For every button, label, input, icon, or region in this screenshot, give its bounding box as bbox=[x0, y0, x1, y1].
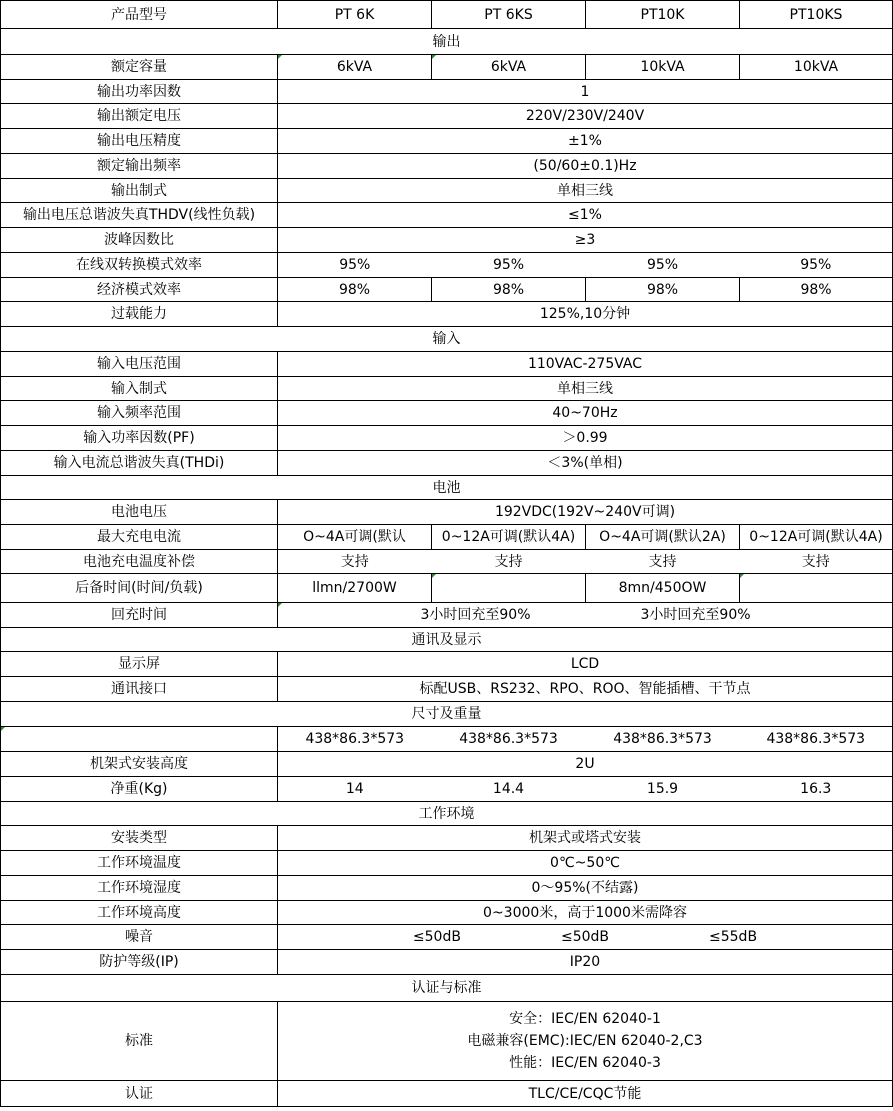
cell: 支持 bbox=[740, 550, 893, 574]
cell: 438*86.3*573 bbox=[740, 727, 893, 752]
row-label: 噪音 bbox=[1, 925, 278, 950]
row-label: 回充时间 bbox=[1, 603, 278, 628]
row-label: 机架式安装高度 bbox=[1, 752, 278, 777]
row-label: 标准 bbox=[1, 1002, 278, 1081]
model-4: PT10KS bbox=[740, 1, 893, 29]
row-label: 输出电压总谐波失真THDV(线性负载) bbox=[1, 203, 278, 228]
section-battery: 电池 bbox=[1, 476, 893, 500]
row-input-system bbox=[1, 377, 893, 401]
row-label: 显示屏 bbox=[1, 652, 278, 677]
cell: llmn/2700W bbox=[278, 574, 432, 603]
header-label: 产品型号 bbox=[1, 1, 278, 29]
row-label: 输出功率因数 bbox=[1, 80, 278, 104]
cell: 6kVA bbox=[278, 55, 432, 80]
row-label: 工作环境高度 bbox=[1, 901, 278, 925]
cell: 单相三线 bbox=[278, 377, 893, 401]
cell: 95% bbox=[278, 253, 432, 278]
row-overload bbox=[1, 302, 893, 327]
cell: 95% bbox=[740, 253, 893, 278]
model-3: PT10K bbox=[586, 1, 740, 29]
row-label bbox=[1, 727, 278, 752]
row-dimensions bbox=[1, 727, 893, 752]
cell bbox=[740, 574, 893, 603]
cell: 8mn/450OW bbox=[586, 574, 740, 603]
cell: ±1% bbox=[278, 129, 893, 154]
cell: 98% bbox=[432, 278, 586, 302]
row-input-thdi bbox=[1, 451, 893, 476]
cell: 14.4 bbox=[432, 777, 586, 802]
model-1: PT 6K bbox=[278, 1, 432, 29]
row-label: 输入制式 bbox=[1, 377, 278, 401]
row-crest bbox=[1, 228, 893, 253]
cell bbox=[278, 925, 893, 950]
row-output-thdv bbox=[1, 203, 893, 228]
row-temp-comp bbox=[1, 550, 893, 574]
noise-values bbox=[278, 928, 892, 946]
cell: 98% bbox=[740, 278, 893, 302]
row-input-range bbox=[1, 352, 893, 377]
row-backup-time bbox=[1, 574, 893, 603]
row-recharge bbox=[1, 603, 893, 628]
cell: 16.3 bbox=[740, 777, 893, 802]
row-input-freq bbox=[1, 401, 893, 426]
noise-value: ≤50dB bbox=[560, 929, 610, 945]
cell: 支持 bbox=[278, 550, 432, 574]
cell: 0℃~50℃ bbox=[278, 851, 893, 876]
cell: 6kVA bbox=[432, 55, 586, 80]
row-label: 工作环境湿度 bbox=[1, 876, 278, 901]
row-label: 安装类型 bbox=[1, 826, 278, 851]
section-input: 输入 bbox=[1, 327, 893, 352]
row-install bbox=[1, 826, 893, 851]
section-output: 输出 bbox=[1, 29, 893, 55]
row-certification bbox=[1, 1081, 893, 1107]
cell: 98% bbox=[586, 278, 740, 302]
cell: 14 bbox=[278, 777, 432, 802]
standard-line: 安全：IEC/EN 62040-1 bbox=[509, 1011, 661, 1027]
cell: 15.9 bbox=[586, 777, 740, 802]
model-2: PT 6KS bbox=[432, 1, 586, 29]
row-label: 输出额定电压 bbox=[1, 104, 278, 129]
row-label: 最大充电电流 bbox=[1, 525, 278, 550]
row-env-temp bbox=[1, 851, 893, 876]
row-label: 经济模式效率 bbox=[1, 278, 278, 302]
cell: O~4A可调(默认2A) bbox=[586, 525, 740, 550]
row-output-voltage bbox=[1, 104, 893, 129]
row-label: 后备时间(时间/负载) bbox=[1, 574, 278, 603]
section-cert: 认证与标准 bbox=[1, 975, 893, 1002]
row-label: 通讯接口 bbox=[1, 677, 278, 702]
cell: 3小时回充至90% bbox=[278, 603, 586, 628]
row-output-pf bbox=[1, 80, 893, 104]
row-charge-current bbox=[1, 525, 893, 550]
row-label: 输出电压精度 bbox=[1, 129, 278, 154]
cell: ＜3%(单相) bbox=[278, 451, 893, 476]
cell: 192VDC(192V~240V可调) bbox=[278, 500, 893, 525]
cell: 95% bbox=[586, 253, 740, 278]
row-label: 输入电流总谐波失真(THDi) bbox=[1, 451, 278, 476]
noise-value: ≤55dB bbox=[709, 929, 758, 945]
cell: 标配USB、RS232、RPO、ROO、智能插槽、干节点 bbox=[278, 677, 893, 702]
row-output-accuracy bbox=[1, 129, 893, 154]
cell: 支持 bbox=[432, 550, 586, 574]
row-online-eff bbox=[1, 253, 893, 278]
row-label: 额定输出频率 bbox=[1, 154, 278, 179]
cell: ≥3 bbox=[278, 228, 893, 253]
cell: ≤1% bbox=[278, 203, 893, 228]
noise-value: ≤50dB bbox=[412, 929, 461, 945]
cell: 0~12A可调(默认4A) bbox=[740, 525, 893, 550]
row-standard bbox=[1, 1002, 893, 1081]
row-label: 输入频率范围 bbox=[1, 401, 278, 426]
cell: 98% bbox=[278, 278, 432, 302]
cell: 40~70Hz bbox=[278, 401, 893, 426]
cell: 10kVA bbox=[740, 55, 893, 80]
row-noise bbox=[1, 925, 893, 950]
row-label: 净重(Kg) bbox=[1, 777, 278, 802]
row-label: 认证 bbox=[1, 1081, 278, 1107]
row-label: 输出制式 bbox=[1, 179, 278, 203]
cell: 2U bbox=[278, 752, 893, 777]
section-size: 尺寸及重量 bbox=[1, 702, 893, 727]
cell: 1 bbox=[278, 80, 893, 104]
row-eco-eff bbox=[1, 278, 893, 302]
row-display bbox=[1, 652, 893, 677]
row-rack-height bbox=[1, 752, 893, 777]
cell: ＞0.99 bbox=[278, 426, 893, 451]
row-label: 过载能力 bbox=[1, 302, 278, 327]
cell: TLC/CE/CQC节能 bbox=[278, 1081, 893, 1107]
cell: 单相三线 bbox=[278, 179, 893, 203]
cell: 438*86.3*573 bbox=[278, 727, 432, 752]
cell: (50/60±0.1)Hz bbox=[278, 154, 893, 179]
cell: 438*86.3*573 bbox=[586, 727, 740, 752]
row-label: 额定容量 bbox=[1, 55, 278, 80]
cell: LCD bbox=[278, 652, 893, 677]
section-comm: 通讯及显示 bbox=[1, 628, 893, 652]
row-label: 工作环境温度 bbox=[1, 851, 278, 876]
row-ip bbox=[1, 950, 893, 975]
cell: IP20 bbox=[278, 950, 893, 975]
cell: O~4A可调(默认 bbox=[278, 525, 432, 550]
cell: 3小时回充至90% bbox=[586, 603, 893, 628]
cell bbox=[278, 1002, 893, 1081]
row-capacity bbox=[1, 55, 893, 80]
standard-line: 性能：IEC/EN 62040-3 bbox=[509, 1055, 661, 1071]
cell: 支持 bbox=[586, 550, 740, 574]
row-humidity bbox=[1, 876, 893, 901]
row-label: 输入功率因数(PF) bbox=[1, 426, 278, 451]
row-label: 波峰因数比 bbox=[1, 228, 278, 253]
cell: 95% bbox=[432, 253, 586, 278]
cell: 110VAC-275VAC bbox=[278, 352, 893, 377]
row-ports bbox=[1, 677, 893, 702]
cell: 0～95%(不结露) bbox=[278, 876, 893, 901]
row-output-system bbox=[1, 179, 893, 203]
row-altitude bbox=[1, 901, 893, 925]
row-label: 在线双转换模式效率 bbox=[1, 253, 278, 278]
standard-line: 电磁兼容(EMC):IEC/EN 62040-2,C3 bbox=[467, 1033, 703, 1049]
cell: 0~3000米，高于1000米需降容 bbox=[278, 901, 893, 925]
row-battery-voltage bbox=[1, 500, 893, 525]
cell: 10kVA bbox=[586, 55, 740, 80]
cell bbox=[432, 574, 586, 603]
cell: 220V/230V/240V bbox=[278, 104, 893, 129]
row-label: 电池充电温度补偿 bbox=[1, 550, 278, 574]
row-label: 输入电压范围 bbox=[1, 352, 278, 377]
row-label: 防护等级(IP) bbox=[1, 950, 278, 975]
cell: 125%,10分钟 bbox=[278, 302, 893, 327]
row-weight bbox=[1, 777, 893, 802]
row-label: 电池电压 bbox=[1, 500, 278, 525]
row-input-pf bbox=[1, 426, 893, 451]
cell: 438*86.3*573 bbox=[432, 727, 586, 752]
header-row bbox=[1, 1, 893, 29]
section-env: 工作环境 bbox=[1, 802, 893, 826]
row-output-freq bbox=[1, 154, 893, 179]
cell: 机架式或塔式安装 bbox=[278, 826, 893, 851]
cell: 0~12A可调(默认4A) bbox=[432, 525, 586, 550]
